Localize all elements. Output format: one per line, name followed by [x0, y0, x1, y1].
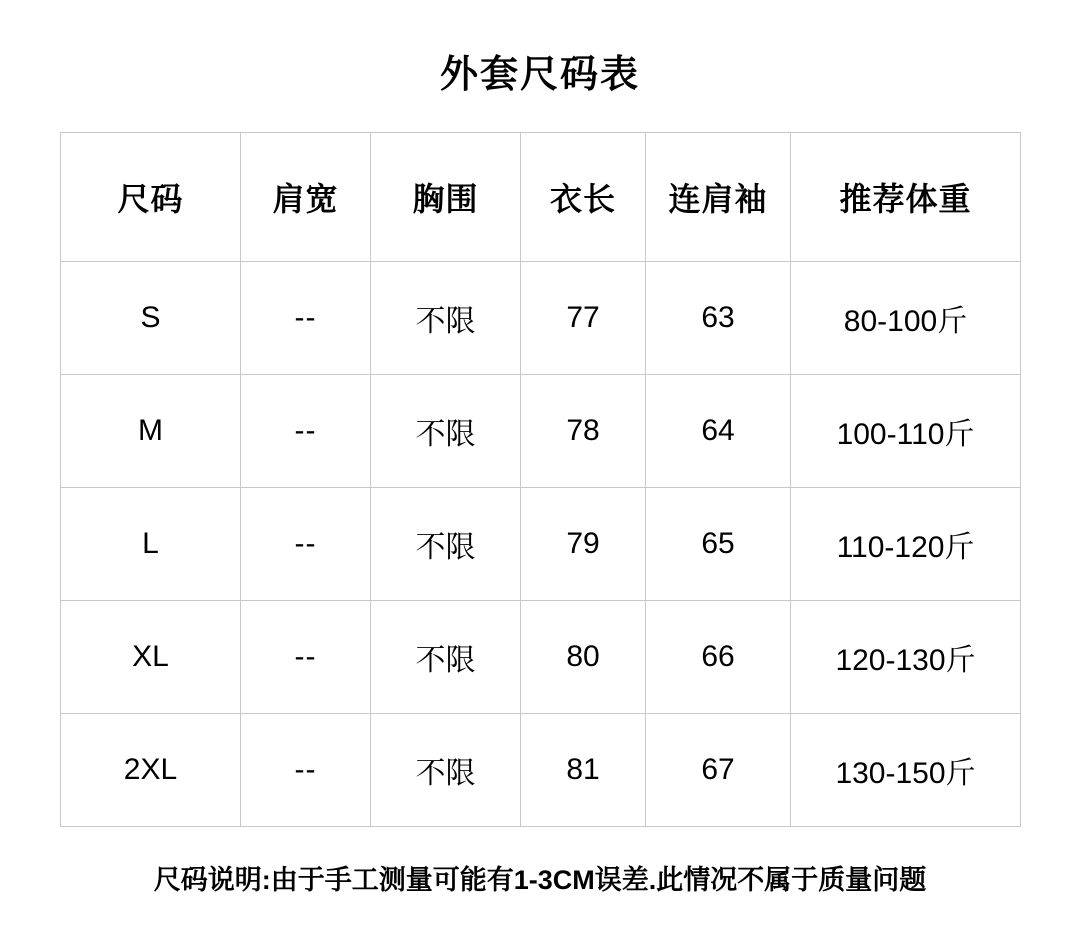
cell-shoulder: -- [241, 601, 371, 714]
cell-length: 78 [521, 375, 646, 488]
table-row [61, 714, 1021, 827]
cell-size: 2XL [61, 714, 241, 827]
cell-size: XL [61, 601, 241, 714]
column-header-sleeve: 连肩袖 [646, 133, 791, 262]
cell-sleeve: 63 [646, 262, 791, 375]
column-header-shoulder: 肩宽 [241, 133, 371, 262]
cell-length: 80 [521, 601, 646, 714]
cell-weight: 80-100斤 [791, 262, 1021, 375]
cell-bust: 不限 [371, 488, 521, 601]
cell-bust: 不限 [371, 714, 521, 827]
page-title: 外套尺码表 [439, 54, 640, 96]
column-header-length: 衣长 [521, 133, 646, 262]
cell-weight: 130-150斤 [791, 714, 1021, 827]
table-header [61, 133, 1021, 262]
cell-weight: 100-110斤 [791, 375, 1021, 488]
cell-sleeve: 64 [646, 375, 791, 488]
cell-size: S [61, 262, 241, 375]
cell-size: L [61, 488, 241, 601]
table-header-row [61, 133, 1021, 262]
cell-shoulder: -- [241, 488, 371, 601]
cell-bust: 不限 [371, 262, 521, 375]
column-header-bust: 胸围 [371, 133, 521, 262]
table-body [61, 262, 1021, 827]
table-row [61, 488, 1021, 601]
cell-sleeve: 65 [646, 488, 791, 601]
table-row [61, 262, 1021, 375]
table-row [61, 375, 1021, 488]
cell-sleeve: 66 [646, 601, 791, 714]
cell-shoulder: -- [241, 375, 371, 488]
cell-shoulder: -- [241, 714, 371, 827]
cell-length: 79 [521, 488, 646, 601]
cell-weight: 110-120斤 [791, 488, 1021, 601]
column-header-weight: 推荐体重 [791, 133, 1021, 262]
cell-sleeve: 67 [646, 714, 791, 827]
size-table-wrapper [60, 132, 1020, 827]
cell-size: M [61, 375, 241, 488]
size-note: 尺码说明:由于手工测量可能有1-3CM误差.此情况不属于质量问题 [153, 865, 927, 895]
cell-length: 81 [521, 714, 646, 827]
cell-weight: 120-130斤 [791, 601, 1021, 714]
cell-bust: 不限 [371, 375, 521, 488]
cell-bust: 不限 [371, 601, 521, 714]
cell-shoulder: -- [241, 262, 371, 375]
size-table [60, 132, 1021, 827]
column-header-size: 尺码 [61, 133, 241, 262]
table-row [61, 601, 1021, 714]
cell-length: 77 [521, 262, 646, 375]
